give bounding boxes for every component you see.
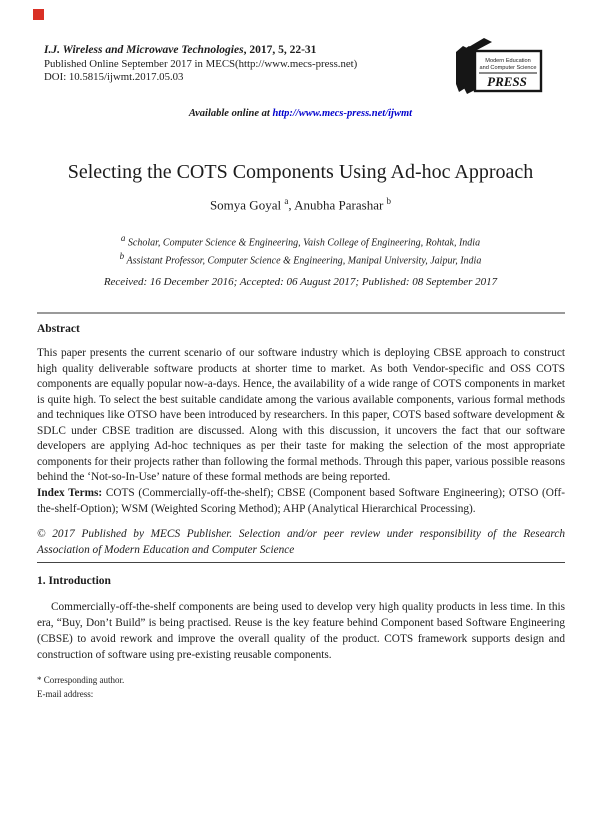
doi-line: DOI: 10.5815/ijwmt.2017.05.03 xyxy=(44,71,184,83)
journal-issue: , 2017, 5, 22-31 xyxy=(243,44,317,56)
introduction-paragraph: Commercially-off-the-shelf components are being used to develop very high quality products in less time. In this era, “Buy, Don’t Build” is being practised. Reuse is the key feature behind Component based Software Engineering (CBSE) to avoid rework and improve the overall quality of the product. COTS framework supports design and construction of software using pre-existing reusable components. xyxy=(37,601,565,661)
dates-line: Received: 16 December 2016; Accepted: 06 August 2017; Published: 08 September 2017 xyxy=(103,276,498,288)
affiliation-line xyxy=(0,250,601,268)
affiliation-sup: b xyxy=(119,250,125,261)
copyright-notice: © 2017 Published by MECS Publisher. Selection and/or peer review under responsibility of the Research Association of Modern Education and Computer Science xyxy=(37,528,565,556)
divider-rule-top xyxy=(37,312,565,314)
author-sup: b xyxy=(386,196,392,206)
authors-line xyxy=(0,196,601,213)
journal-header xyxy=(44,44,357,85)
paper-title: Selecting the COTS Components Using Ad-hoc Approach xyxy=(67,161,534,183)
affiliation-line xyxy=(0,232,601,250)
affiliation-sup: a xyxy=(120,233,126,243)
author-name: Anubha Parashar xyxy=(294,197,387,213)
index-terms-label: Index Terms: xyxy=(37,487,103,499)
affiliation-text: Assistant Professor, Computer Science & Engineering, Manipal University, Jaipur, India xyxy=(124,255,482,267)
svg-text:PRESS: PRESS xyxy=(487,74,527,89)
published-online-line: Published Online September 2017 in MECS(http://www.mecs-press.net) xyxy=(44,57,358,70)
author-sup: a xyxy=(284,196,289,206)
journal-title: I.J. Wireless and Microwave Technologies xyxy=(44,44,244,56)
affiliations xyxy=(0,232,601,268)
email-address-label: E-mail address: xyxy=(37,689,94,699)
available-online-line xyxy=(0,108,601,119)
svg-text:and Computer Science: and Computer Science xyxy=(479,65,537,71)
section-heading-introduction: 1. Introduction xyxy=(37,575,111,587)
available-online-link[interactable]: http://www.mecs-press.net/ijwmt xyxy=(272,108,413,119)
index-terms-text: COTS (Commercially-off-the-shelf); CBSE (Component based Software Engineering); OTSO (Off-the-shelf-Option); WSM (Weighted Scoring Method); AHP (Analytical Hierarchical Processing). xyxy=(37,487,565,515)
author-name: Somya Goyal xyxy=(209,197,285,213)
svg-text:Modern Education: Modern Education xyxy=(485,58,531,64)
footnote xyxy=(37,673,124,701)
book-icon xyxy=(450,34,550,98)
index-terms xyxy=(37,486,565,517)
journal-citation-line xyxy=(44,44,357,58)
available-online-prefix: Available online at xyxy=(188,108,273,119)
corresponding-author-note: * Corresponding author. xyxy=(37,675,125,685)
abstract-heading: Abstract xyxy=(37,323,80,335)
authors-separator: , xyxy=(288,197,295,213)
divider-rule-bottom xyxy=(37,562,565,563)
red-marker xyxy=(33,7,44,18)
abstract-paragraph: This paper presents the current scenario of our software industry which is deploying CBSE approach to construct high quality deliverable software products at shorter time to market. As both Vendor-specific and OSS COTS components are equally popular now-a-days. Hence, the availability of a wide range of COTS components in market is quite high. To select the best suitable candidate among the various available components, various formal methods and techniques like OTSO have been introduced by researchers. In this paper, COTS based software development & SDLC under CBSE tradition are discussed. Along with this discussion, it uncovers the fact that our software developers are applying Ad-hoc techniques as per their taste for making the selection of the most appropriate components for their projects rather than following the formal methods. Through this paper, various possible reasons behind the ‘Not-so-In-Use’ nature of these formal methods are being reported. xyxy=(37,347,565,483)
mecs-press-logo xyxy=(450,34,550,103)
affiliation-text: Scholar, Computer Science & Engineering, Vaish College of Engineering, Rohtak, India xyxy=(125,237,481,249)
